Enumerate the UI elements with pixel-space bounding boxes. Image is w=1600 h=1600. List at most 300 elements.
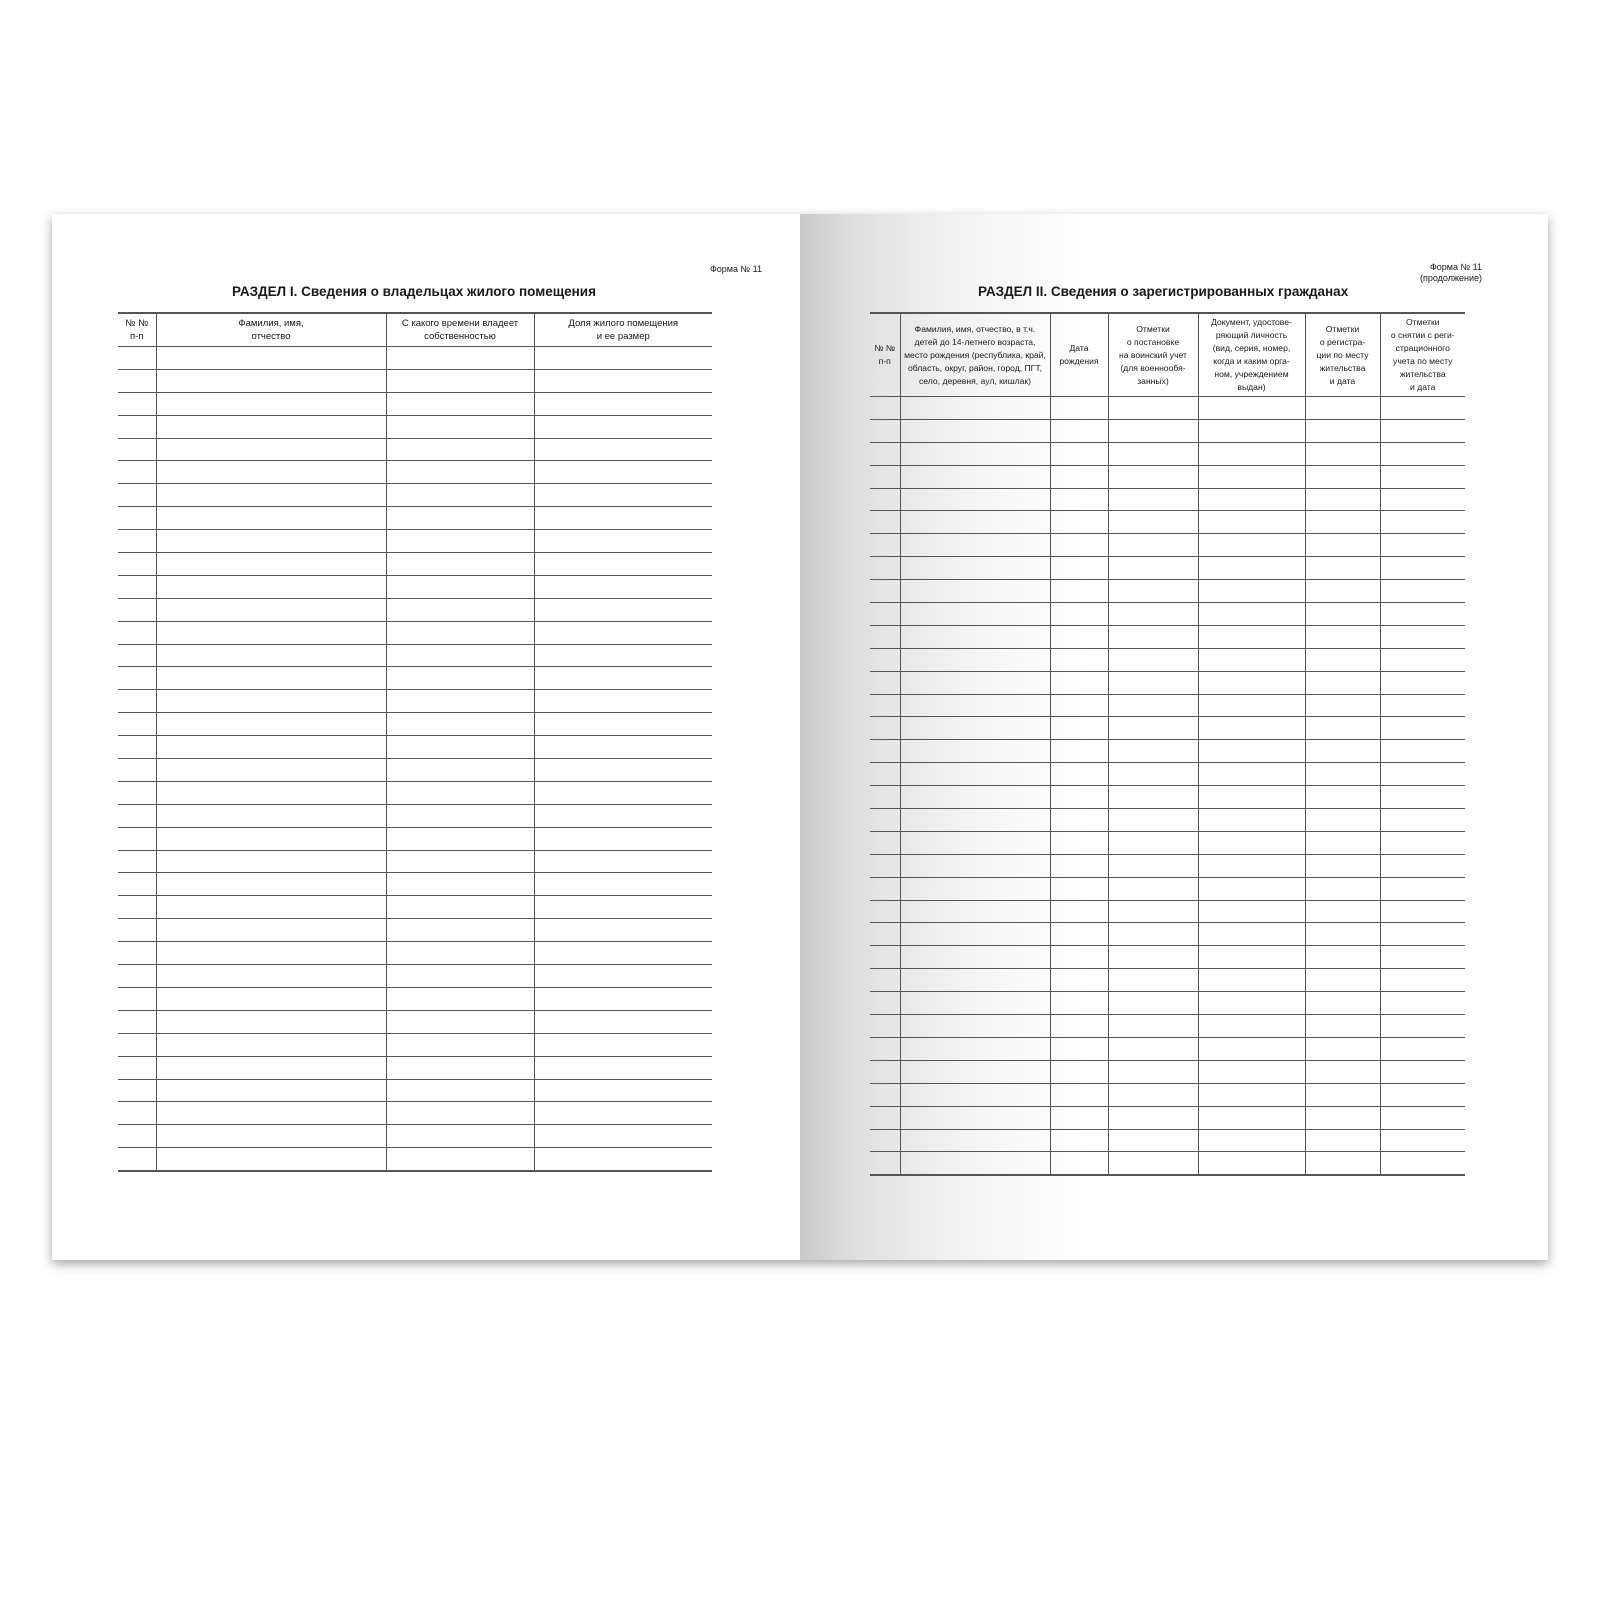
table-cell: [1108, 419, 1198, 442]
table-cell: [900, 809, 1050, 832]
table-cell: [1108, 488, 1198, 511]
table-cell: [118, 873, 156, 896]
table-cell: [1380, 1037, 1465, 1060]
table-row: [870, 809, 1465, 832]
table-row: [118, 942, 712, 965]
table-cell: [1305, 465, 1380, 488]
table-header-row: [870, 313, 1465, 397]
table-row: [870, 603, 1465, 626]
table-row: [118, 461, 712, 484]
table-row: [870, 969, 1465, 992]
table-cell: [1380, 786, 1465, 809]
column-header-full-name-birthplace: Фамилия, имя, отчество, в т.ч. детей до 14-летнего возраста, место рождения (республика, край, область, округ, район, город, ПГТ, село, деревня, аул, кишлак): [900, 313, 1050, 397]
table-cell: [156, 759, 386, 782]
table-cell: [534, 1148, 712, 1171]
table-row: [870, 717, 1465, 740]
table-cell: [156, 965, 386, 988]
table-cell: [118, 1148, 156, 1171]
table-cell: [1108, 946, 1198, 969]
table-cell: [1108, 557, 1198, 580]
table-cell: [118, 781, 156, 804]
table-cell: [1198, 488, 1305, 511]
table-cell: [870, 648, 900, 671]
table-cell: [870, 854, 900, 877]
table-row: [870, 694, 1465, 717]
table-cell: [534, 850, 712, 873]
table-cell: [870, 419, 900, 442]
table-cell: [534, 1125, 712, 1148]
table-cell: [534, 369, 712, 392]
table-cell: [900, 854, 1050, 877]
table-cell: [156, 942, 386, 965]
table-cell: [118, 1079, 156, 1102]
table-cell: [156, 713, 386, 736]
table-cell: [156, 621, 386, 644]
table-cell: [900, 1152, 1050, 1175]
table-cell: [156, 987, 386, 1010]
table-cell: [1305, 1037, 1380, 1060]
table-cell: [900, 969, 1050, 992]
table-cell: [870, 1106, 900, 1129]
table-cell: [1380, 831, 1465, 854]
table-row: [118, 507, 712, 530]
table-cell: [386, 598, 534, 621]
table-cell: [900, 740, 1050, 763]
table-row: [118, 713, 712, 736]
table-cell: [1305, 488, 1380, 511]
table-row: [118, 987, 712, 1010]
table-cell: [156, 438, 386, 461]
table-row: [118, 1033, 712, 1056]
table-cell: [1380, 717, 1465, 740]
table-cell: [1108, 397, 1198, 420]
table-cell: [156, 850, 386, 873]
table-cell: [386, 713, 534, 736]
table-cell: [534, 1056, 712, 1079]
table-cell: [1305, 419, 1380, 442]
table-cell: [1380, 992, 1465, 1015]
table-cell: [1050, 625, 1108, 648]
table-row: [870, 854, 1465, 877]
table-cell: [534, 713, 712, 736]
table-cell: [1305, 786, 1380, 809]
table-cell: [1108, 1015, 1198, 1038]
table-cell: [1305, 1060, 1380, 1083]
table-cell: [1198, 854, 1305, 877]
table-cell: [118, 1102, 156, 1125]
column-header-deregistration: Отметки о снятии с реги- страционного учета по месту жительства и дата: [1380, 313, 1465, 397]
table-cell: [1305, 534, 1380, 557]
table-cell: [118, 919, 156, 942]
table-row: [870, 671, 1465, 694]
table-row: [870, 442, 1465, 465]
table-cell: [870, 969, 900, 992]
table-cell: [1050, 648, 1108, 671]
table-cell: [900, 877, 1050, 900]
table-cell: [386, 415, 534, 438]
table-row: [118, 1010, 712, 1033]
table-cell: [1198, 534, 1305, 557]
table-cell: [1050, 992, 1108, 1015]
table-row: [870, 877, 1465, 900]
table-cell: [1198, 694, 1305, 717]
table-cell: [1305, 831, 1380, 854]
table-cell: [118, 575, 156, 598]
table-cell: [534, 553, 712, 576]
table-cell: [1108, 1129, 1198, 1152]
table-row: [870, 625, 1465, 648]
table-cell: [1108, 511, 1198, 534]
left-page: [52, 214, 800, 1260]
table-cell: [156, 1102, 386, 1125]
table-cell: [386, 369, 534, 392]
table-cell: [156, 667, 386, 690]
table-cell: [870, 511, 900, 534]
table-cell: [386, 804, 534, 827]
table-cell: [386, 736, 534, 759]
table-cell: [156, 461, 386, 484]
table-row: [118, 667, 712, 690]
column-header-registration: Отметки о регистра- ции по месту жительства и дата: [1305, 313, 1380, 397]
table-cell: [1050, 580, 1108, 603]
table-cell: [1305, 854, 1380, 877]
table-cell: [118, 347, 156, 370]
table-row: [118, 759, 712, 782]
table-cell: [1198, 625, 1305, 648]
table-cell: [1380, 580, 1465, 603]
table-cell: [870, 580, 900, 603]
table-cell: [534, 736, 712, 759]
table-cell: [1050, 854, 1108, 877]
table-cell: [1380, 1152, 1465, 1175]
table-cell: [1050, 969, 1108, 992]
table-cell: [1380, 1129, 1465, 1152]
table-cell: [118, 804, 156, 827]
table-row: [870, 488, 1465, 511]
table-cell: [386, 942, 534, 965]
table-cell: [156, 347, 386, 370]
table-cell: [1380, 488, 1465, 511]
table-cell: [1108, 534, 1198, 557]
column-header-id-document: Документ, удостове- ряющий личность (вид, серия, номер, когда и каким орга- ном, учреждением выдан): [1198, 313, 1305, 397]
table-cell: [118, 759, 156, 782]
table-cell: [870, 1129, 900, 1152]
table-cell: [386, 759, 534, 782]
table-cell: [900, 831, 1050, 854]
table-cell: [900, 397, 1050, 420]
table-cell: [1050, 1129, 1108, 1152]
table-cell: [1050, 1060, 1108, 1083]
table-cell: [900, 648, 1050, 671]
table-cell: [534, 644, 712, 667]
table-cell: [118, 713, 156, 736]
table-cell: [386, 1102, 534, 1125]
table-cell: [870, 992, 900, 1015]
table-cell: [118, 369, 156, 392]
table-row: [118, 827, 712, 850]
table-row: [870, 900, 1465, 923]
table-cell: [386, 667, 534, 690]
table-cell: [156, 484, 386, 507]
table-cell: [386, 965, 534, 988]
table-cell: [1108, 465, 1198, 488]
table-cell: [1305, 900, 1380, 923]
table-cell: [900, 465, 1050, 488]
table-cell: [386, 873, 534, 896]
table-cell: [900, 580, 1050, 603]
table-cell: [1380, 1106, 1465, 1129]
table-cell: [1050, 397, 1108, 420]
table-cell: [386, 507, 534, 530]
table-row: [870, 1129, 1465, 1152]
table-cell: [1198, 648, 1305, 671]
table-row: [118, 644, 712, 667]
table-cell: [900, 923, 1050, 946]
table-cell: [534, 621, 712, 644]
table-cell: [534, 873, 712, 896]
table-cell: [1108, 1106, 1198, 1129]
table-cell: [156, 827, 386, 850]
table-cell: [1198, 992, 1305, 1015]
table-cell: [870, 740, 900, 763]
table-row: [118, 919, 712, 942]
table-cell: [1108, 1152, 1198, 1175]
table-row: [870, 1015, 1465, 1038]
table-cell: [1108, 763, 1198, 786]
column-header-number: № № п-п: [118, 313, 156, 347]
table-row: [870, 1152, 1465, 1175]
table-row: [870, 1106, 1465, 1129]
table-cell: [1108, 992, 1198, 1015]
table-cell: [156, 415, 386, 438]
table-cell: [1108, 969, 1198, 992]
table-cell: [156, 781, 386, 804]
table-cell: [1198, 671, 1305, 694]
table-cell: [1305, 557, 1380, 580]
column-header-military-registration: Отметки о постановке на воинский учет (для военнообя- занных): [1108, 313, 1198, 397]
table-cell: [1050, 1083, 1108, 1106]
table-cell: [900, 671, 1050, 694]
table-cell: [118, 896, 156, 919]
table-cell: [1305, 923, 1380, 946]
table-cell: [386, 1010, 534, 1033]
register-book-spread: [52, 214, 1548, 1260]
table-cell: [1198, 511, 1305, 534]
table-row: [870, 419, 1465, 442]
table-cell: [118, 415, 156, 438]
table-row: [118, 1148, 712, 1171]
column-header-birth-date: Дата рождения: [1050, 313, 1108, 397]
table-row: [870, 992, 1465, 1015]
table-cell: [1305, 877, 1380, 900]
table-cell: [118, 598, 156, 621]
table-cell: [1108, 786, 1198, 809]
table-row: [118, 438, 712, 461]
table-cell: [900, 1037, 1050, 1060]
table-cell: [118, 987, 156, 1010]
table-cell: [900, 442, 1050, 465]
table-cell: [156, 507, 386, 530]
table-cell: [870, 877, 900, 900]
table-row: [118, 965, 712, 988]
table-cell: [1380, 511, 1465, 534]
table-cell: [1305, 1015, 1380, 1038]
table-cell: [534, 804, 712, 827]
table-row: [870, 1083, 1465, 1106]
table-cell: [870, 557, 900, 580]
table-cell: [1198, 740, 1305, 763]
table-cell: [1305, 511, 1380, 534]
table-cell: [900, 786, 1050, 809]
table-cell: [118, 644, 156, 667]
table-cell: [156, 644, 386, 667]
table-row: [118, 392, 712, 415]
table-row: [870, 740, 1465, 763]
owners-table: [118, 312, 712, 1172]
table-cell: [156, 919, 386, 942]
column-header-full-name: Фамилия, имя, отчество: [156, 313, 386, 347]
table-row: [870, 397, 1465, 420]
table-header-row: [118, 313, 712, 347]
table-cell: [1198, 809, 1305, 832]
table-row: [870, 1037, 1465, 1060]
table-cell: [156, 736, 386, 759]
table-cell: [1305, 969, 1380, 992]
table-cell: [900, 992, 1050, 1015]
table-cell: [1380, 557, 1465, 580]
table-cell: [534, 461, 712, 484]
table-row: [118, 621, 712, 644]
table-cell: [870, 603, 900, 626]
table-cell: [1050, 946, 1108, 969]
table-cell: [156, 392, 386, 415]
table-cell: [1050, 511, 1108, 534]
table-cell: [118, 1056, 156, 1079]
table-cell: [1198, 877, 1305, 900]
table-cell: [870, 1152, 900, 1175]
table-cell: [900, 763, 1050, 786]
table-cell: [534, 667, 712, 690]
table-cell: [1198, 419, 1305, 442]
table-row: [118, 575, 712, 598]
table-row: [118, 1056, 712, 1079]
table-cell: [1198, 763, 1305, 786]
table-cell: [1380, 809, 1465, 832]
table-cell: [386, 690, 534, 713]
table-cell: [1198, 580, 1305, 603]
registered-citizens-table: [870, 312, 1465, 1176]
table-cell: [1305, 1129, 1380, 1152]
table-cell: [1380, 740, 1465, 763]
table-cell: [1050, 809, 1108, 832]
table-cell: [386, 644, 534, 667]
table-cell: [1108, 603, 1198, 626]
table-cell: [1198, 831, 1305, 854]
table-cell: [386, 827, 534, 850]
table-cell: [118, 736, 156, 759]
table-cell: [1305, 763, 1380, 786]
table-cell: [870, 442, 900, 465]
table-cell: [118, 690, 156, 713]
table-row: [870, 534, 1465, 557]
table-cell: [1380, 397, 1465, 420]
table-cell: [1198, 557, 1305, 580]
table-cell: [1305, 603, 1380, 626]
table-cell: [1050, 534, 1108, 557]
table-cell: [1380, 671, 1465, 694]
table-cell: [870, 946, 900, 969]
table-row: [118, 781, 712, 804]
table-cell: [1380, 923, 1465, 946]
table-cell: [1050, 877, 1108, 900]
table-cell: [118, 667, 156, 690]
table-cell: [156, 896, 386, 919]
table-cell: [534, 1033, 712, 1056]
form-number-label: Форма № 11: [709, 264, 762, 274]
table-cell: [870, 1037, 900, 1060]
table-cell: [534, 781, 712, 804]
table-cell: [1050, 1106, 1108, 1129]
table-cell: [1050, 694, 1108, 717]
table-cell: [1108, 1037, 1198, 1060]
table-cell: [900, 1129, 1050, 1152]
table-cell: [534, 507, 712, 530]
table-cell: [386, 484, 534, 507]
table-cell: [386, 1148, 534, 1171]
table-cell: [118, 1010, 156, 1033]
table-row: [118, 530, 712, 553]
table-cell: [1108, 694, 1198, 717]
table-cell: [534, 484, 712, 507]
right-page: [800, 214, 1548, 1260]
table-cell: [870, 465, 900, 488]
table-cell: [386, 781, 534, 804]
table-row: [870, 923, 1465, 946]
table-cell: [1108, 923, 1198, 946]
table-cell: [1305, 625, 1380, 648]
table-cell: [1108, 854, 1198, 877]
table-cell: [1050, 831, 1108, 854]
table-cell: [1305, 1106, 1380, 1129]
table-cell: [1108, 1083, 1198, 1106]
table-cell: [1050, 923, 1108, 946]
table-cell: [534, 987, 712, 1010]
table-cell: [118, 484, 156, 507]
table-cell: [156, 1079, 386, 1102]
table-row: [118, 896, 712, 919]
table-cell: [534, 942, 712, 965]
table-cell: [534, 530, 712, 553]
table-cell: [534, 759, 712, 782]
table-row: [118, 736, 712, 759]
table-cell: [156, 1148, 386, 1171]
table-cell: [386, 919, 534, 942]
table-cell: [386, 621, 534, 644]
table-cell: [386, 553, 534, 576]
table-cell: [534, 575, 712, 598]
table-cell: [1108, 1060, 1198, 1083]
table-cell: [900, 419, 1050, 442]
table-cell: [1050, 786, 1108, 809]
table-cell: [1198, 1037, 1305, 1060]
table-cell: [1380, 465, 1465, 488]
table-cell: [1305, 1152, 1380, 1175]
table-cell: [118, 507, 156, 530]
table-cell: [1050, 465, 1108, 488]
table-cell: [1050, 557, 1108, 580]
table-cell: [156, 1056, 386, 1079]
table-cell: [534, 919, 712, 942]
